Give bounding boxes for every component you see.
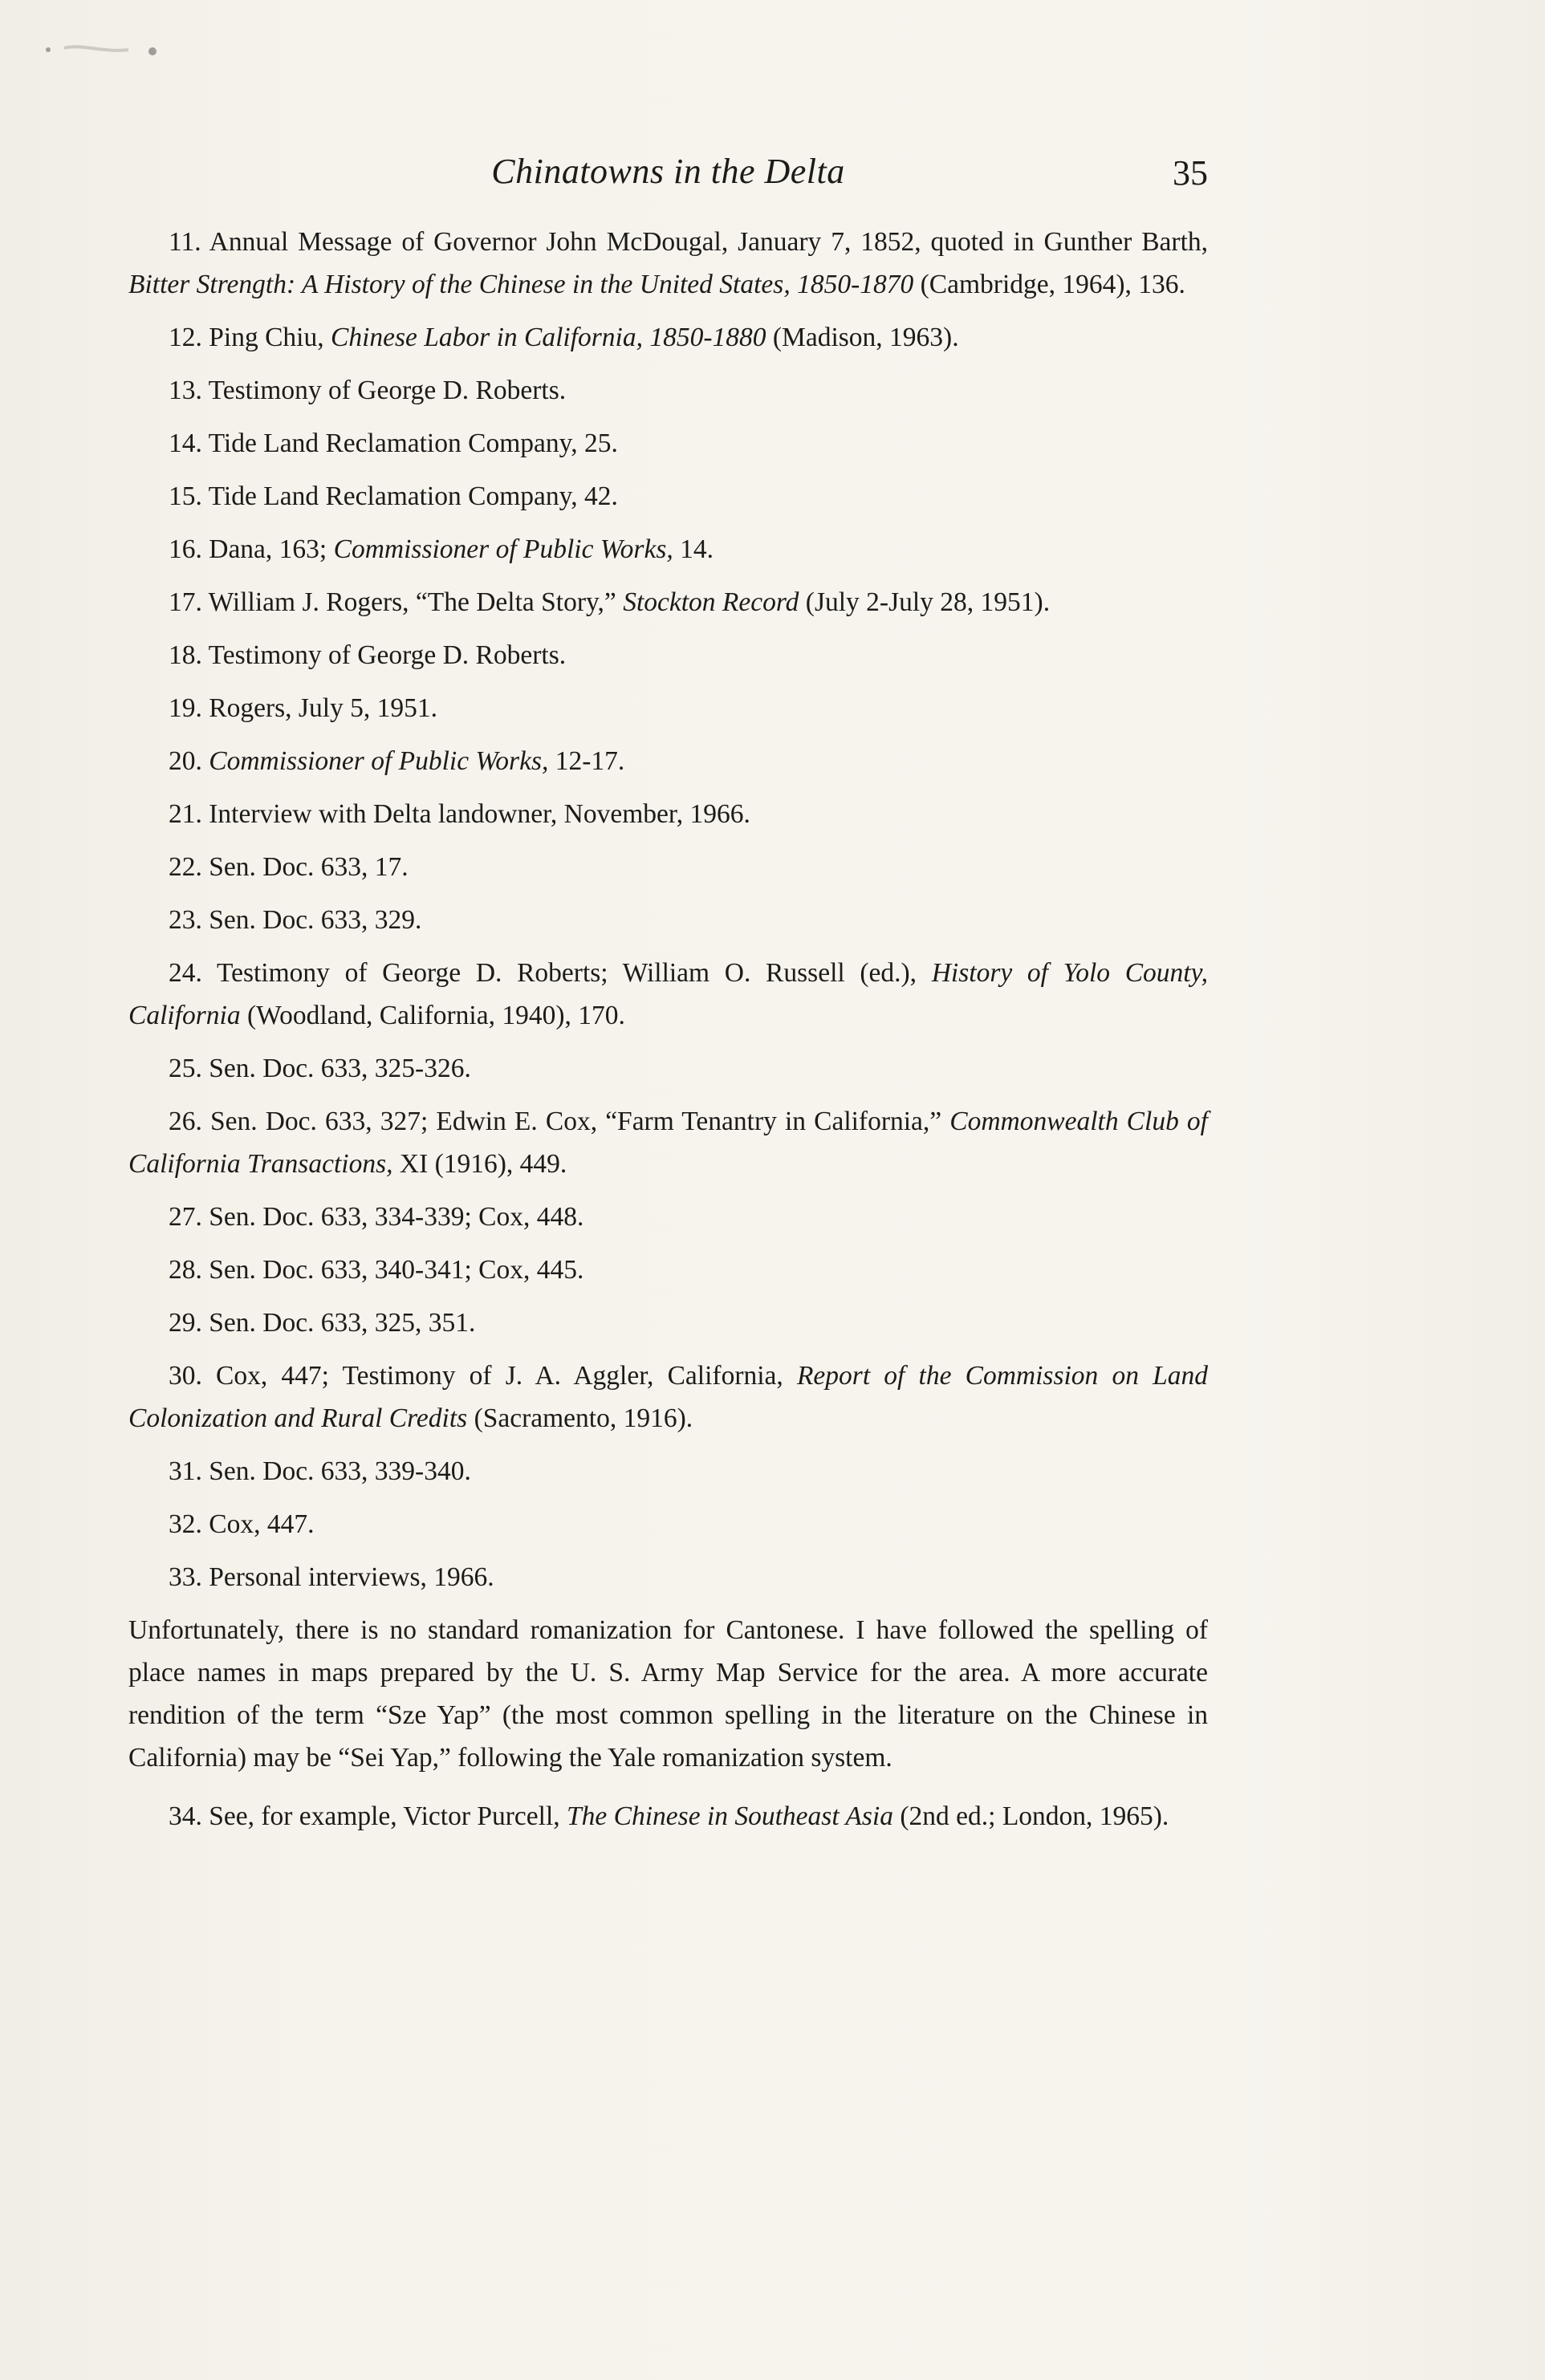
endnote: [128, 1503, 1208, 1545]
endnote-text: 13. Testimony of George D. Roberts.: [169, 376, 567, 405]
endnote-italic-title: The Chinese in Southeast Asia: [567, 1801, 893, 1831]
endnote: [128, 316, 1208, 359]
endnote: [128, 221, 1208, 306]
running-head: Chinatowns in the Delta: [491, 152, 845, 191]
endnote-text: 14. Tide Land Reclamation Company, 25.: [169, 428, 618, 458]
endnote: [128, 475, 1208, 518]
endnote-text: 14.: [673, 534, 714, 564]
endnote-text: Unfortunately, there is no standard romanization for Cantonese. I have followed the spelling of place names in maps prepared by the U. S. Army Map Service for the area. A more accurate rendition of the term “Sze Yap” (the most common spelling in the literature on the Chinese in California) may be “Sei Yap,” following the Yale romanization system.: [128, 1615, 1208, 1773]
endnote: [128, 952, 1208, 1037]
endnote-italic-title: History of Yolo County, California: [128, 958, 1208, 1030]
endnote: [128, 422, 1208, 465]
endnote-text: 12. Ping Chiu,: [169, 323, 331, 352]
endnote-text: 28. Sen. Doc. 633, 340-341; Cox, 445.: [169, 1255, 584, 1285]
endnote-text: 26. Sen. Doc. 633, 327; Edwin E. Cox, “Farm Tenantry in California,”: [169, 1107, 950, 1136]
endnote: [128, 1100, 1208, 1185]
endnote: [128, 740, 1208, 782]
endnote-text: 29. Sen. Doc. 633, 325, 351.: [169, 1308, 476, 1338]
ink-smudge-mark: [32, 32, 177, 64]
endnote-text: 16. Dana, 163;: [169, 534, 334, 564]
endnote: [128, 899, 1208, 941]
endnote-text: (Cambridge, 1964), 136.: [913, 270, 1185, 299]
endnote-text: 15. Tide Land Reclamation Company, 42.: [169, 481, 618, 511]
endnote: [128, 793, 1208, 835]
endnote: [128, 1249, 1208, 1291]
endnote-text: (July 2-July 28, 1951).: [799, 587, 1051, 617]
endnote-text: 19. Rogers, July 5, 1951.: [169, 693, 437, 723]
endnote-text: 27. Sen. Doc. 633, 334-339; Cox, 448.: [169, 1202, 584, 1232]
endnote-italic-title: Chinese Labor in California, 1850-1880: [330, 323, 766, 352]
endnote-text: 17. William J. Rogers, “The Delta Story,”: [169, 587, 624, 617]
endnote-text: 23. Sen. Doc. 633, 329.: [169, 905, 422, 935]
endnote-text: 31. Sen. Doc. 633, 339-340.: [169, 1456, 471, 1486]
endnote: [128, 1450, 1208, 1493]
endnote-italic-title: Commissioner of Public Works,: [209, 746, 549, 776]
endnote-paragraph: [128, 1609, 1208, 1779]
endnote: [128, 1354, 1208, 1440]
endnote: [128, 634, 1208, 676]
endnote-text: (Woodland, California, 1940), 170.: [240, 1001, 625, 1030]
endnote-text: 20.: [169, 746, 209, 776]
endnote: [128, 528, 1208, 571]
endnote-text: 11. Annual Message of Governor John McDougal, January 7, 1852, quoted in Gunther Barth,: [169, 227, 1208, 257]
endnote: [128, 1047, 1208, 1090]
endnote: [128, 1302, 1208, 1344]
endnotes-list: [128, 221, 1208, 1848]
endnote-italic-title: Commonwealth Club of California Transactions,: [128, 1107, 1208, 1179]
endnote: [128, 1795, 1208, 1838]
endnote-text: (Madison, 1963).: [766, 323, 959, 352]
endnote-italic-title: Bitter Strength: A History of the Chinese in the United States, 1850-1870: [128, 270, 914, 299]
endnote-text: 24. Testimony of George D. Roberts; William O. Russell (ed.),: [169, 958, 932, 988]
endnote-text: 33. Personal interviews, 1966.: [169, 1562, 494, 1592]
endnote: [128, 369, 1208, 412]
endnote-text: 25. Sen. Doc. 633, 325-326.: [169, 1054, 471, 1083]
endnote-text: (Sacramento, 1916).: [467, 1403, 693, 1433]
endnote-text: 18. Testimony of George D. Roberts.: [169, 640, 567, 670]
endnote-text: 34. See, for example, Victor Purcell,: [169, 1801, 567, 1831]
endnote-text: 12-17.: [548, 746, 625, 776]
endnote: [128, 1196, 1208, 1238]
endnote-text: 30. Cox, 447; Testimony of J. A. Aggler, California,: [169, 1361, 797, 1391]
endnote-text: 22. Sen. Doc. 633, 17.: [169, 852, 409, 882]
endnote: [128, 1556, 1208, 1598]
endnote-italic-title: Stockton Record: [623, 587, 799, 617]
endnote: [128, 581, 1208, 623]
endnote-text: XI (1916), 449.: [392, 1149, 567, 1179]
endnote-text: 21. Interview with Delta landowner, November, 1966.: [169, 799, 750, 829]
endnote-italic-title: Report of the Commission on Land Colonization and Rural Credits: [128, 1361, 1208, 1433]
endnote: [128, 687, 1208, 729]
page-number: 35: [1173, 153, 1208, 193]
page-header: [128, 151, 1208, 199]
endnote: [128, 846, 1208, 888]
endnote-text: (2nd ed.; London, 1965).: [892, 1801, 1169, 1831]
endnote-text: 32. Cox, 447.: [169, 1509, 315, 1539]
endnote-italic-title: Commissioner of Public Works,: [333, 534, 673, 564]
